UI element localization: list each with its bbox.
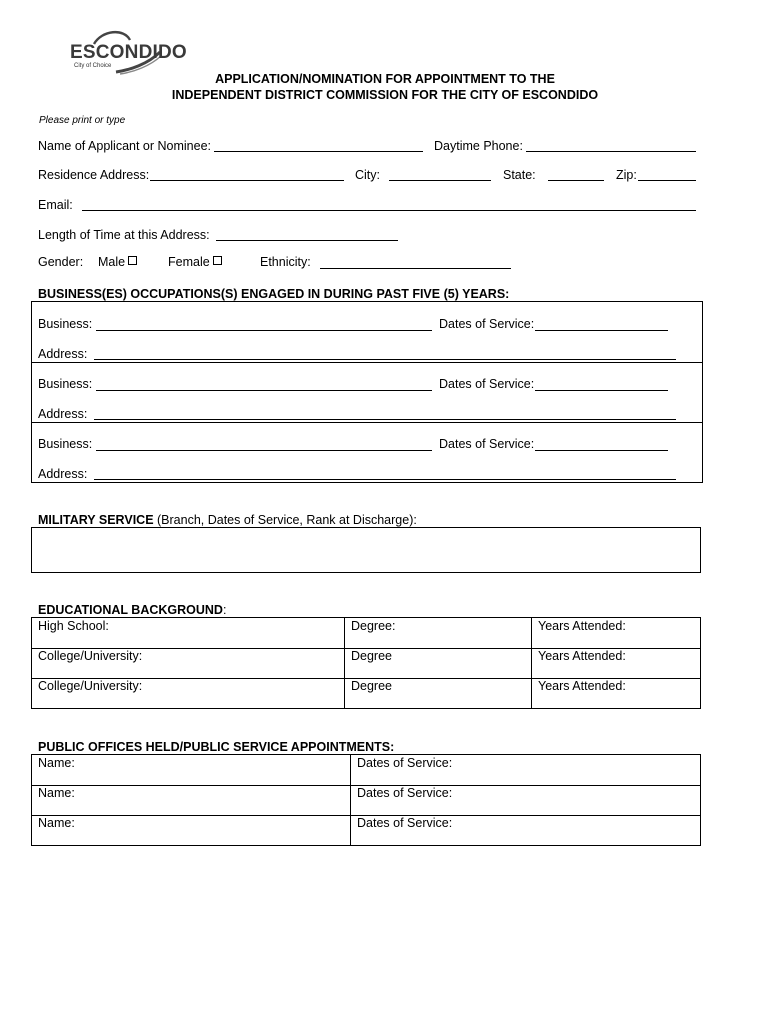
school-cell[interactable]: College/University:	[38, 649, 143, 663]
table-divider	[344, 618, 345, 708]
business-label: Business:	[38, 437, 93, 451]
office-dates-cell[interactable]: Dates of Service:	[357, 816, 453, 830]
office-name-cell[interactable]: Name:	[38, 816, 75, 830]
military-heading-bold: MILITARY SERVICE	[38, 513, 154, 527]
business-address-label: Address:	[38, 407, 88, 421]
daytime-phone-label: Daytime Phone:	[434, 139, 523, 153]
form-title-line1: APPLICATION/NOMINATION FOR APPOINTMENT TO THE	[215, 72, 555, 86]
zip-label: Zip:	[616, 168, 637, 182]
degree-cell[interactable]: Degree:	[351, 619, 396, 633]
business-label: Business:	[38, 317, 93, 331]
residence-address-label: Residence Address:	[38, 168, 150, 182]
dates-of-service-field[interactable]	[535, 450, 668, 451]
military-service-heading	[38, 513, 417, 527]
military-heading-detail: (Branch, Dates of Service, Rank at Discharge):	[153, 513, 417, 527]
degree-cell[interactable]: Degree	[351, 679, 392, 693]
table-divider	[350, 755, 351, 845]
years-attended-cell[interactable]: Years Attended:	[538, 679, 626, 693]
business-label: Business:	[38, 377, 93, 391]
business-field[interactable]	[96, 330, 432, 331]
female-checkbox[interactable]	[213, 256, 222, 265]
military-service-field[interactable]	[31, 527, 701, 573]
female-label: Female	[168, 255, 210, 269]
school-cell[interactable]: College/University:	[38, 679, 143, 693]
print-instruction: Please print or type	[39, 115, 126, 126]
degree-cell[interactable]: Degree	[351, 649, 392, 663]
form-title-line2: INDEPENDENT DISTRICT COMMISSION FOR THE CITY OF ESCONDIDO	[171, 88, 599, 102]
school-cell[interactable]: High School:	[38, 619, 109, 633]
residence-address-field[interactable]	[150, 180, 344, 181]
education-heading-colon: :	[222, 603, 227, 617]
business-address-label: Address:	[38, 467, 88, 481]
business-section-heading: BUSINESS(ES) OCCUPATIONS(S) ENGAGED IN DURING PAST FIVE (5) YEARS:	[38, 287, 510, 301]
office-name-cell[interactable]: Name:	[38, 756, 75, 770]
office-dates-cell[interactable]: Dates of Service:	[357, 756, 453, 770]
dates-of-service-label: Dates of Service:	[439, 377, 535, 391]
business-table	[31, 301, 703, 483]
business-field[interactable]	[96, 450, 432, 451]
dates-of-service-label: Dates of Service:	[439, 317, 535, 331]
gender-label: Gender:	[38, 255, 84, 269]
office-dates-cell[interactable]: Dates of Service:	[357, 786, 453, 800]
business-divider	[32, 362, 702, 363]
table-divider	[531, 618, 532, 708]
state-field[interactable]	[548, 180, 604, 181]
email-label: Email:	[38, 198, 73, 212]
city-field[interactable]	[389, 180, 491, 181]
city-label: City:	[355, 168, 380, 182]
zip-field[interactable]	[638, 180, 696, 181]
years-attended-cell[interactable]: Years Attended:	[538, 649, 626, 663]
business-address-label: Address:	[38, 347, 88, 361]
logo-wordmark: ESCONDIDO	[70, 42, 187, 63]
male-checkbox[interactable]	[128, 256, 137, 265]
business-address-field[interactable]	[94, 479, 676, 480]
applicant-name-field[interactable]	[214, 151, 423, 152]
daytime-phone-field[interactable]	[526, 151, 696, 152]
logo-tagline: City of Choice	[74, 63, 112, 69]
public-offices-heading: PUBLIC OFFICES HELD/PUBLIC SERVICE APPOINTMENTS:	[38, 740, 395, 754]
office-name-cell[interactable]: Name:	[38, 786, 75, 800]
length-at-address-label: Length of Time at this Address:	[38, 228, 210, 242]
dates-of-service-label: Dates of Service:	[439, 437, 535, 451]
state-label: State:	[503, 168, 536, 182]
dates-of-service-field[interactable]	[535, 330, 668, 331]
applicant-name-label: Name of Applicant or Nominee:	[38, 139, 212, 153]
male-label: Male	[98, 255, 126, 269]
business-address-field[interactable]	[94, 359, 676, 360]
education-heading	[38, 603, 226, 617]
business-field[interactable]	[96, 390, 432, 391]
ethnicity-label: Ethnicity:	[260, 255, 311, 269]
business-address-field[interactable]	[94, 419, 676, 420]
dates-of-service-field[interactable]	[535, 390, 668, 391]
years-attended-cell[interactable]: Years Attended:	[538, 619, 626, 633]
email-field[interactable]	[82, 210, 696, 211]
ethnicity-field[interactable]	[320, 268, 511, 269]
education-heading-bold: EDUCATIONAL BACKGROUND	[38, 603, 223, 617]
length-at-address-field[interactable]	[216, 240, 398, 241]
business-divider	[32, 422, 702, 423]
